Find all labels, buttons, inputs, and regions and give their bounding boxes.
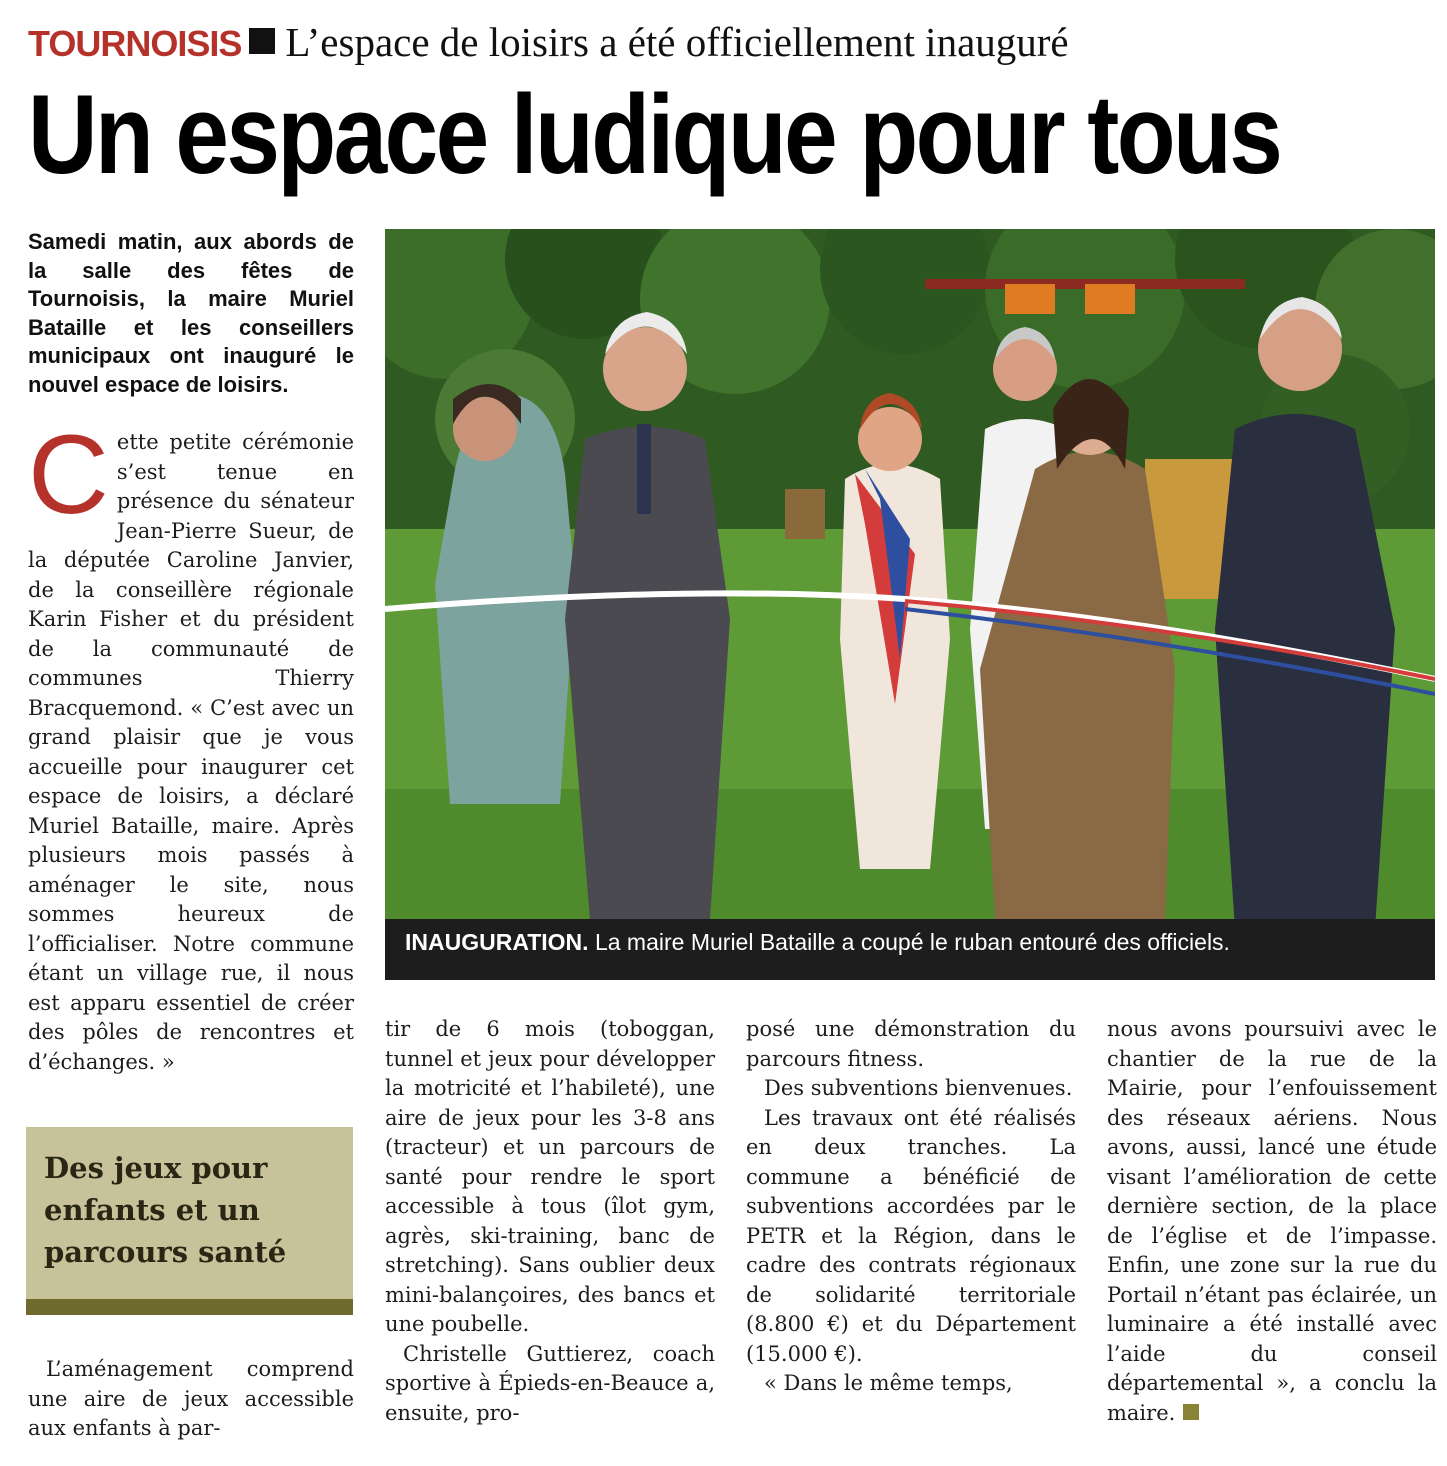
intertitle [26, 1127, 353, 1315]
caption-label: INAUGURATION. [405, 929, 589, 955]
intertitle-line: enfants et un [44, 1193, 260, 1227]
headline: Un espace ludique pour tous [28, 72, 1281, 197]
photo-illustration [385, 229, 1435, 919]
article-column-1-bottom [28, 1355, 354, 1444]
square-bullet-icon [249, 28, 275, 54]
article-column-4 [1107, 1015, 1437, 1428]
article-column-3 [746, 1015, 1076, 1399]
kicker-text: L’espace de loisirs a été officiellement inauguré [285, 19, 1069, 65]
drop-cap: C [28, 412, 109, 537]
article-paragraph: Christelle Guttierez, coach sportive à Épieds-en-Beauce a, ensuite, pro- [385, 1341, 715, 1425]
article-paragraph: L’aménagement comprend une aire de jeux accessible aux enfants à par- [28, 1357, 354, 1440]
rubric-label: TOURNOISIS [28, 23, 242, 64]
article-paragraph: nous avons poursuivi avec le chantier de la rue de la Mairie, pour l’enfouissement des réseaux aériens. Nous avons, aussi, lancé une étude visant l’amélioration de cette dernière section, de la place de l’église et de l’impasse. Enfin, une zone sur la rue du Portail n’étant pas éclairée, un luminaire a été installé avec l’aide du conseil départemental », a conclu la maire. [1107, 1017, 1437, 1425]
intertitle-line: Des jeux pour [44, 1151, 268, 1185]
article-paragraph: ette petite cérémonie s’est tenue en présence du sénateur Jean-Pierre Sueur, de la députée Caroline Janvier, de la conseillère régionale Karin Fisher et du président de la communauté de communes Thierry Bracquemond. « C’est avec un grand plaisir que je vous accueille pour inaugurer cet espace de loisirs, a déclaré Muriel Bataille, maire. Après plusieurs mois passés à aménager le site, nous sommes heureux de l’officialiser. Notre commune étant un village rue, il nous est apparu essentiel de créer des pôles de rencontres et d’échanges. » [28, 430, 354, 1074]
article-column-2 [385, 1015, 715, 1428]
article-subheading: Des subventions bienvenues. [764, 1076, 1073, 1100]
article-paragraph: posé une démonstration du parcours fitness. [746, 1017, 1076, 1071]
lead-paragraph: Samedi matin, aux abords de la salle des fêtes de Tournoisis, la maire Muriel Bataille et les conseillers municipaux ont inauguré le nouvel espace de loisirs. [28, 229, 354, 397]
article-paragraph: tir de 6 mois (toboggan, tunnel et jeux pour développer la motricité et l’habileté), une aire de jeux pour les 3-8 ans (tracteur) et un parcours de santé pour rendre le sport accessible à tous (îlot gym, agrès, ski-training, banc de stretching). Sans oublier deux mini-balançoires, des bancs et une poubelle. [385, 1017, 715, 1336]
caption-text: La maire Muriel Bataille a coupé le ruban entouré des officiels. [594, 929, 1230, 955]
end-mark-icon [1183, 1404, 1199, 1420]
article-column-1 [28, 412, 354, 1077]
article-paragraph: Les travaux ont été réalisés en deux tranches. La commune a bénéficié de subventions accordées par le PETR et la Région, dans le cadre des contrats régionaux de solidarité territoriale (8.800 €) et du Département (15.000 €). [746, 1105, 1076, 1366]
article-paragraph: « Dans le même temps, [764, 1371, 1013, 1395]
kicker [28, 18, 1069, 74]
photo-caption [385, 919, 1435, 980]
intertitle-line: parcours santé [44, 1235, 287, 1269]
inauguration-photo [385, 229, 1435, 919]
